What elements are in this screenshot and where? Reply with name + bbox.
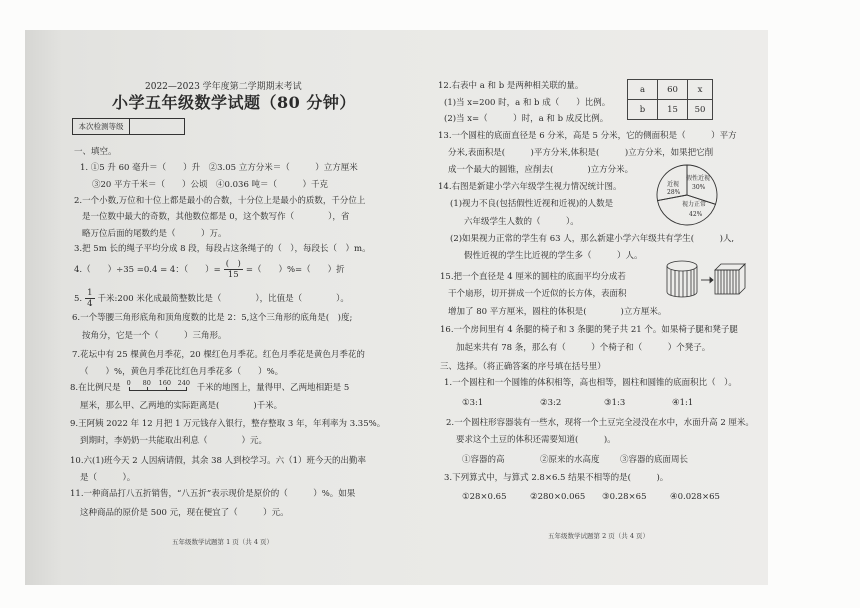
q9-line2: 到期时，李奶奶一共能取出利息（ ）元。 bbox=[80, 436, 268, 446]
q8-line1 bbox=[70, 379, 349, 397]
q5 bbox=[74, 288, 349, 309]
q14-sub1-line2: 六年级学生人数的（ ）。 bbox=[464, 217, 579, 227]
page-footer-right: 五年级数学试题第 2 页（共 4 页） bbox=[548, 532, 650, 540]
pie-slice-normal-vision bbox=[658, 195, 716, 225]
s3-choice-1: ①28×0.65 bbox=[462, 492, 507, 502]
q13-line3: 成一个最大的圆锥，应削去( )立方分米。 bbox=[448, 165, 634, 175]
q4-fraction bbox=[224, 259, 243, 280]
q10-line1: 10.六(1)班今天 2 人因病请假，其余 38 人到校学习。六（1）班今天的出勤率 bbox=[70, 456, 367, 466]
table-cell: b bbox=[628, 100, 658, 120]
q11-line2: 这种商品的原价是 500 元，现在便宜了（ ）元。 bbox=[80, 508, 289, 518]
scale-bar-line bbox=[129, 390, 187, 391]
scale-label-160: 160 bbox=[158, 379, 172, 387]
pie-value-normal-vision: 42% bbox=[689, 211, 703, 218]
q8-after: 千米的地图上，量得甲、乙两地相距是 5 bbox=[196, 383, 350, 393]
scale-tick bbox=[147, 387, 148, 391]
q2-line3: 略万位后面的尾数约是（ ）万。 bbox=[82, 229, 227, 239]
grade-box-value bbox=[130, 118, 185, 135]
q3: 3.把 5m 长的绳子平均分成 8 段，每段占这条绳子的（ ），每段长（ ）m。 bbox=[74, 244, 371, 254]
table-cell: 60 bbox=[658, 80, 688, 100]
page-footer-left: 五年级数学试题第 1 页（共 4 页） bbox=[172, 538, 274, 546]
scale-label-240: 240 bbox=[177, 379, 191, 387]
q1-line2: ③20 平方千米＝（ ）公顷 ④0.036 吨＝（ ）千克 bbox=[92, 180, 329, 190]
cylinder-to-cuboid-figure bbox=[666, 258, 746, 300]
q5-after: 千米:200 米化成最简整数比是（ ），比值是（ ）。 bbox=[97, 293, 349, 304]
grade-box-label: 本次检测等级 bbox=[72, 118, 130, 135]
q5-number: 5. bbox=[74, 293, 83, 304]
s3-choice-3: ③0.28×65 bbox=[602, 492, 647, 502]
q2-line1: 2.一个小数,万位和十位上都是最小的合数，十分位上是最小的质数，千分位上 bbox=[74, 196, 366, 206]
s2-choice-1: ①容器的高 bbox=[462, 455, 505, 465]
q6-line1: 6.一个等腰三角形底角和顶角度数的比是 2：5,这个三角形的底角是( )度; bbox=[72, 313, 353, 323]
arrow-icon bbox=[701, 278, 713, 283]
q4-fraction-denominator: 15 bbox=[227, 270, 239, 280]
q14-sub1-line1: (1)视力不良(包括假性近视和近视)的人数是 bbox=[450, 199, 614, 209]
q14-line1: 14.右图是新建小学六年级学生视力情况统计图。 bbox=[438, 182, 622, 192]
s3-line1: 3.下列算式中，与算式 2.8×6.5 结果不相等的是( )。 bbox=[444, 473, 669, 483]
q5-fraction-denominator: 4 bbox=[87, 299, 93, 309]
scale-bar bbox=[126, 379, 192, 397]
q7-line1: 7.花坛中有 25 棵黄色月季花，20 棵红色月季花。红色月季花是黄色月季花的 bbox=[72, 350, 365, 360]
table-cell: 50 bbox=[688, 100, 713, 120]
q12-table bbox=[627, 79, 713, 120]
s1-choice-2: ②3:2 bbox=[540, 398, 562, 408]
q9-line1: 9.王阿姨 2022 年 12 月把 1 万元钱存入银行，整存整取 3 年，年利率为 3.35%。 bbox=[70, 419, 386, 429]
table-cell: a bbox=[628, 80, 658, 100]
q4 bbox=[74, 259, 345, 280]
s1-choice-3: ③1:3 bbox=[604, 398, 626, 408]
q7-line2: （ ）%，黄色月季花比红色月季花多（ ）%。 bbox=[80, 367, 284, 377]
exam-name: 2022—2023 学年度第二学期期末考试 bbox=[145, 82, 302, 92]
s1-choice-4: ④1:1 bbox=[672, 398, 694, 408]
s3-choice-2: ②280×0.065 bbox=[530, 492, 586, 502]
q15-line3: 增加了 80 平方厘米，圆柱的体积是( )立方厘米。 bbox=[448, 307, 667, 317]
q4-fraction-numerator: ( ) bbox=[225, 259, 241, 269]
q2-line2: 是一位数中最大的奇数，其他数位都是 0，这个数写作（ ），省 bbox=[82, 212, 350, 222]
s2-choice-2: ②原来的水高度 bbox=[540, 455, 600, 465]
q14-sub2-line1: (2)如果视力正常的学生有 63 人，那么新建小学六年级共有学生( )人, bbox=[450, 234, 735, 244]
q16-line2: 加起来共有 78 条，那么有（ ）个椅子和（ ）个凳子。 bbox=[456, 343, 711, 353]
q15-line2: 干个扇形，切开拼成一个近似的长方体，表面积 bbox=[448, 289, 627, 299]
table-row bbox=[628, 80, 713, 100]
table-cell: 15 bbox=[658, 100, 688, 120]
table-cell: x bbox=[688, 80, 713, 100]
q10-line2: 是（ ）。 bbox=[80, 473, 136, 483]
scale-tick bbox=[166, 387, 167, 391]
s2-line2: 要求这个土豆的体积还需要知道( )。 bbox=[456, 435, 616, 445]
cuboid-shape bbox=[715, 264, 745, 294]
q12-sub2: (2)当 x=（ ）时，a 和 b 成反比例。 bbox=[444, 114, 609, 124]
s2-line1: 2.一个圆柱形容器装有一些水，现将一个土豆完全浸没在水中，水面升高 2 厘米。 bbox=[446, 418, 754, 428]
scale-tick bbox=[129, 387, 130, 391]
section-fill-heading: 一、填空。 bbox=[74, 147, 117, 157]
s1-line1: 1.一个圆柱和一个圆锥的体积相等，高也相等，圆柱和圆锥的底面积比（ ）。 bbox=[444, 378, 737, 388]
s2-choice-3: ③容器的底面周长 bbox=[620, 455, 689, 465]
q8-line2: 厘米，那么甲、乙两地的实际距离是( )千米。 bbox=[80, 401, 283, 411]
grade-box bbox=[72, 118, 185, 135]
exam-title: 小学五年级数学试题（80 分钟） bbox=[112, 93, 356, 112]
q16-line1: 16.一个房间里有 4 条腿的椅子和 3 条腿的凳子共 21 个。如果椅子腿和凳子腿 bbox=[440, 325, 738, 335]
s3-choice-4: ④0.028×65 bbox=[670, 492, 720, 502]
q4-after: =（ ）%=（ ）折 bbox=[245, 264, 345, 275]
pie-label-myopia: 近视 bbox=[667, 181, 680, 188]
scale-label-0: 0 bbox=[126, 379, 131, 387]
scale-tick bbox=[186, 387, 187, 391]
q14-sub2-line2: 假性近视的学生比近视的学生多（ ）人。 bbox=[464, 251, 643, 261]
q12-line1: 12.右表中 a 和 b 是两种相关联的量。 bbox=[438, 81, 584, 91]
q13-line2: 分米,表面积是( )平方分米,体积是( )立方分米，如果把它削 bbox=[448, 148, 714, 158]
pie-label-pseudo-myopia: 假性近视 bbox=[686, 175, 711, 182]
pie-value-myopia: 28% bbox=[667, 189, 681, 196]
q5-fraction-numerator: 1 bbox=[87, 288, 93, 298]
q15-line1: 15.把一个直径是 4 厘米的圆柱的底面平均分成若 bbox=[440, 272, 626, 282]
cylinder-shape bbox=[667, 261, 697, 297]
table-row bbox=[628, 100, 713, 120]
pie-label-normal-vision: 视力正常 bbox=[682, 201, 707, 208]
vision-pie-chart bbox=[655, 163, 719, 227]
pie-value-pseudo-myopia: 30% bbox=[692, 184, 706, 191]
q5-fraction bbox=[85, 288, 94, 309]
q1-line1: 1. ①5 升 60 毫升＝（ ）升 ②3.05 立方分米＝（ ）立方厘米 bbox=[80, 163, 358, 173]
q11-line1: 11.一种商品打八五折销售，“八五折”表示现价是原价的（ ）%。如果 bbox=[70, 489, 356, 499]
q6-line2: 按角分，它是一个（ ）三角形。 bbox=[82, 331, 227, 341]
section-choice-heading: 三、选择。（将正确答案的序号填在括号里） bbox=[440, 362, 606, 372]
q4-before: 4.（ ）÷35 =0.4 = 4：（ ）= bbox=[74, 264, 221, 275]
s1-choice-1: ①3:1 bbox=[462, 398, 484, 408]
scale-label-80: 80 bbox=[142, 379, 151, 387]
q13-line1: 13.一个圆柱的底面直径是 6 分米，高是 5 分米，它的侧面积是（ ）平方 bbox=[438, 131, 737, 141]
q12-sub1: (1)当 x=200 时，a 和 b 成（ ）比例。 bbox=[444, 98, 611, 108]
q8-before: 8.在比例尺是 bbox=[70, 383, 121, 393]
